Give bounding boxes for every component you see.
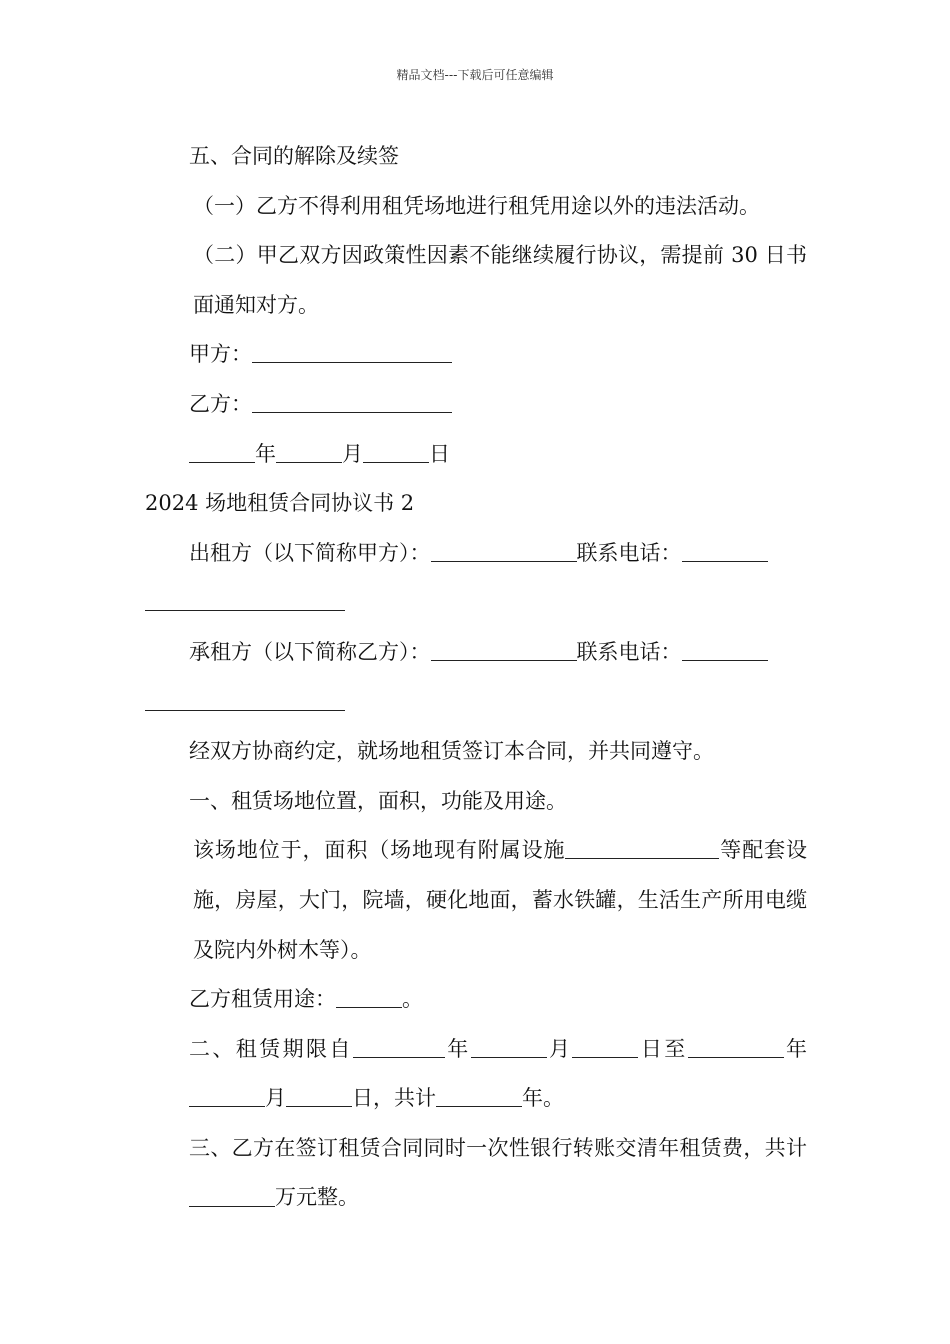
signature-date bbox=[145, 430, 807, 480]
use-end: 。 bbox=[402, 987, 423, 1012]
end-day-label: 日，共计 bbox=[352, 1086, 436, 1111]
start-year-label: 年 bbox=[444, 1036, 471, 1061]
section-1-title: 一、租赁场地位置，面积，功能及用途。 bbox=[189, 788, 567, 813]
lessor-phone-blank-2[interactable] bbox=[145, 588, 345, 611]
party-a-signature bbox=[145, 330, 807, 380]
document-2-title: 2024 场地租赁合同协议书 2 bbox=[145, 491, 415, 516]
section-2-term bbox=[145, 1025, 807, 1124]
day-label: 日 bbox=[429, 441, 450, 466]
term-label: 二、租赁期限自 bbox=[189, 1036, 353, 1061]
total-years-blank[interactable] bbox=[436, 1084, 522, 1107]
end-year-label: 年 bbox=[783, 1036, 808, 1061]
start-day-blank[interactable] bbox=[572, 1035, 638, 1058]
lessee-phone-blank[interactable] bbox=[682, 638, 768, 661]
month-blank[interactable] bbox=[276, 440, 342, 463]
month-label: 月 bbox=[342, 441, 363, 466]
use-label: 乙方租赁用途： bbox=[189, 987, 336, 1012]
party-a-blank[interactable] bbox=[252, 340, 452, 363]
year-blank[interactable] bbox=[189, 440, 255, 463]
facilities-blank[interactable] bbox=[565, 836, 719, 859]
lessor-label: 出租方（以下简称甲方）： bbox=[189, 540, 431, 565]
party-b-blank[interactable] bbox=[252, 390, 452, 413]
lessor-phone-continuation bbox=[145, 578, 807, 628]
end-day-blank[interactable] bbox=[286, 1084, 352, 1107]
start-month-label: 月 bbox=[546, 1036, 573, 1061]
section-5-clause-2: （二）甲乙双方因政策性因素不能继续履行协议，需提前 30 日书面通知对方。 bbox=[193, 243, 807, 317]
page-header: 精品文档---下载后可任意编辑 bbox=[396, 68, 554, 82]
section-3-payment bbox=[145, 1124, 807, 1223]
section-5-clause-1: （一）乙方不得利用租凭场地进行租凭用途以外的违法活动。 bbox=[193, 193, 760, 218]
day-blank[interactable] bbox=[363, 440, 429, 463]
lessee-phone-label: 联系电话： bbox=[576, 639, 682, 664]
start-year-blank[interactable] bbox=[353, 1035, 445, 1058]
lessor-phone-label: 联系电话： bbox=[576, 540, 682, 565]
section-5-title: 五、合同的解除及续签 bbox=[189, 144, 399, 168]
end-year-blank[interactable] bbox=[688, 1035, 784, 1058]
section-1-location bbox=[145, 826, 807, 975]
lessee-line bbox=[145, 628, 807, 678]
start-day-label: 日至 bbox=[638, 1036, 688, 1061]
lessor-phone-blank[interactable] bbox=[682, 539, 768, 562]
document-body bbox=[145, 132, 807, 1223]
party-a-label: 甲方： bbox=[189, 342, 252, 367]
party-b-label: 乙方： bbox=[189, 391, 252, 416]
lessee-phone-blank-2[interactable] bbox=[145, 688, 345, 711]
agreement-intro: 经双方协商约定，就场地租赁签订本合同，并共同遵守。 bbox=[189, 739, 714, 764]
end-month-blank[interactable] bbox=[189, 1084, 265, 1107]
payment-unit: 万元整。 bbox=[275, 1185, 359, 1210]
location-text-a: 该场地位于，面积（场地现有附属设施 bbox=[193, 838, 566, 863]
start-month-blank[interactable] bbox=[471, 1035, 547, 1058]
payment-text: 三、乙方在签订租赁合同同时一次性银行转账交清年租赁费，共计 bbox=[189, 1135, 807, 1160]
lessee-blank[interactable] bbox=[431, 638, 577, 661]
use-blank[interactable] bbox=[336, 985, 402, 1008]
location-text-b: 等配套设施，房屋，大门，院墙，硬化地面，蓄水铁罐，生活生产所用电缆及院内外树木等）。 bbox=[193, 838, 808, 962]
lessor-line bbox=[145, 529, 807, 579]
payment-amount-blank[interactable] bbox=[189, 1184, 275, 1207]
total-years-label: 年。 bbox=[522, 1086, 564, 1111]
end-month-label: 月 bbox=[265, 1086, 286, 1111]
lessor-blank[interactable] bbox=[431, 539, 577, 562]
lessee-label: 承租方（以下简称乙方）： bbox=[189, 639, 431, 664]
lessee-phone-continuation bbox=[145, 678, 807, 728]
year-label: 年 bbox=[255, 441, 276, 466]
section-1-use bbox=[145, 975, 807, 1025]
party-b-signature bbox=[145, 380, 807, 430]
